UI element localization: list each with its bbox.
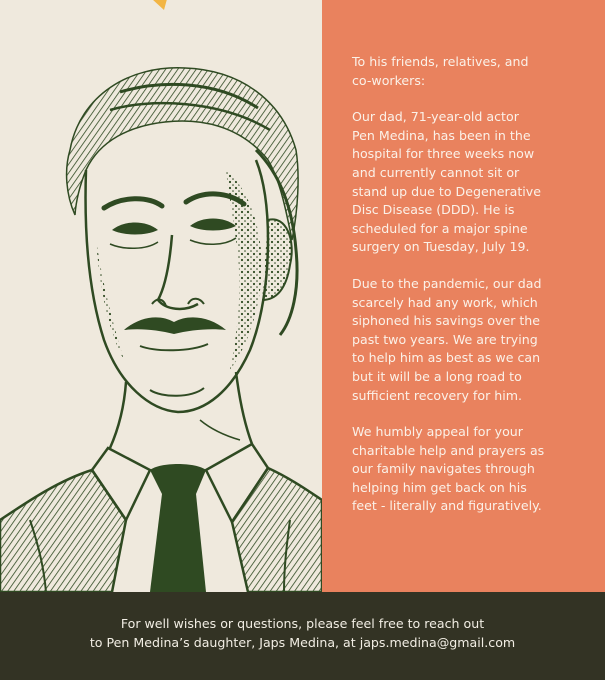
appeal-letter bbox=[352, 53, 592, 534]
footer-contact-text: For well wishes or questions, please feel free to reach out to Pen Medina’s daughter, Japs Medina, at japs.medina@gmail.com bbox=[89, 616, 516, 650]
portrait-illustration bbox=[0, 0, 322, 592]
letter-paragraph-finances: Due to the pandemic, our dad scarcely had any work, which siphoned his savings over the past two years. We are trying to help him as best as we can but it will be a long road to sufficient recovery for him. bbox=[352, 275, 542, 403]
portrait-panel bbox=[0, 0, 322, 592]
contact-footer bbox=[0, 592, 605, 680]
letter-paragraph-appeal: We humbly appeal for your charitable help and prayers as our family navigates through helping him get back on his feet - literally and figuratively. bbox=[352, 424, 545, 514]
letter-greeting: To his friends, relatives, and co-workers: bbox=[352, 54, 529, 88]
letter-paragraph-condition: Our dad, 71-year-old actor Pen Medina, has been in the hospital for three weeks now and currently cannot sit or stand up due to Degenerative Disc Disease (DDD). He is scheduled for a major spine surgery on Tuesday, July 19. bbox=[352, 109, 541, 255]
